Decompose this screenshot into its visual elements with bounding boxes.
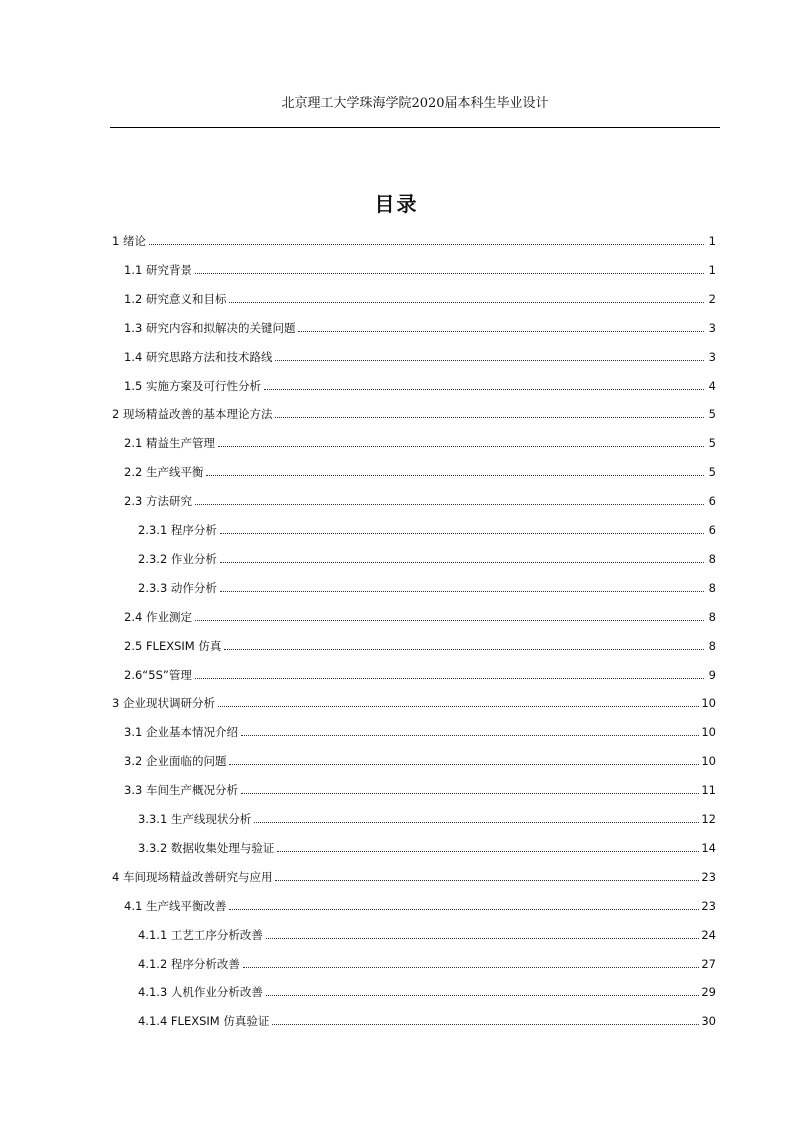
toc-entry[interactable] [124, 723, 716, 739]
toc-entry-label: 3.2 企业面临的问题 [124, 754, 227, 769]
toc-entry[interactable] [124, 608, 716, 624]
toc-leader-dots [220, 561, 704, 563]
toc-entry-label: 2 现场精益改善的基本理论方法 [112, 407, 273, 422]
toc-leader-dots [195, 272, 704, 274]
toc-entry-label: 3.1 企业基本情况介绍 [124, 725, 238, 740]
toc-entry-label: 3.3.1 生产线现状分析 [138, 812, 252, 826]
toc-entry[interactable] [112, 694, 716, 710]
toc-leader-dots [195, 677, 704, 679]
toc-entry-page: 10 [701, 725, 716, 740]
toc-entry[interactable] [138, 1012, 716, 1028]
toc-entry-label: 2.5 FLEXSIM 仿真 [124, 638, 222, 653]
toc-entry-label: 4.1 生产线平衡改善 [124, 898, 227, 913]
toc-entry-label: 1.2 研究意义和目标 [124, 291, 227, 306]
page-header: 北京理工大学珠海学院2020届本科生毕业设计 [281, 96, 549, 111]
toc-leader-dots [254, 821, 699, 823]
toc-entry[interactable] [138, 839, 716, 855]
toc-entry-label: 2.3 方法研究 [124, 494, 192, 509]
toc-entry-label: 2.1 精益生产管理 [124, 436, 215, 451]
toc-entry-label: 4 车间现场精益改善研究与应用 [112, 869, 273, 884]
toc-entry-label: 1 绪论 [112, 234, 146, 248]
toc-entry-page: 6 [708, 494, 716, 509]
toc-entry[interactable] [124, 434, 716, 450]
toc-entry-label: 2.3.1 程序分析 [138, 523, 217, 537]
toc-entry[interactable] [112, 232, 716, 248]
toc-entry-page: 4 [708, 378, 716, 393]
toc-entry[interactable] [138, 579, 716, 595]
toc-entry-label: 2.3.3 动作分析 [138, 580, 217, 595]
toc-entry[interactable] [112, 405, 716, 421]
toc-entry-label: 2.4 作业测定 [124, 609, 192, 624]
toc-leader-dots [275, 416, 704, 418]
toc-entry[interactable] [138, 810, 716, 826]
toc-entry[interactable] [138, 926, 716, 942]
toc-leader-dots [218, 445, 704, 447]
toc-entry-page: 12 [701, 812, 716, 826]
toc-entry-page: 29 [701, 985, 716, 1000]
toc-leader-dots [195, 503, 704, 505]
toc-entry[interactable] [124, 637, 716, 653]
toc-leader-dots [264, 388, 704, 390]
toc-entry-page: 24 [701, 927, 716, 942]
toc-entry[interactable] [124, 377, 716, 393]
toc-entry[interactable] [124, 492, 716, 508]
toc-entry-page: 27 [701, 956, 716, 971]
toc-entry[interactable] [124, 463, 716, 479]
toc-entry[interactable] [138, 521, 716, 537]
toc-leader-dots [243, 966, 699, 968]
toc-entry-label: 2.3.2 作业分析 [138, 551, 217, 566]
toc-entry-page: 10 [701, 754, 716, 769]
toc-entry-page: 8 [708, 609, 716, 624]
toc-leader-dots [298, 330, 704, 332]
toc-entry-label: 1.3 研究内容和拟解决的关键问题 [124, 320, 296, 335]
toc-entry-page: 9 [708, 667, 716, 682]
toc-leader-dots [266, 994, 699, 996]
toc-entry[interactable] [124, 290, 716, 306]
toc-leader-dots [272, 1023, 699, 1025]
toc-entry-page: 8 [708, 638, 716, 653]
toc-entry-page: 2 [708, 291, 716, 306]
toc-entry-page: 8 [708, 580, 716, 595]
toc-entry-label: 1.4 研究思路方法和技术路线 [124, 349, 273, 364]
toc-entry-page: 6 [708, 523, 716, 537]
toc-entry-page: 1 [708, 262, 716, 277]
toc-entry-label: 1.5 实施方案及可行性分析 [124, 378, 261, 393]
toc-leader-dots [195, 619, 704, 621]
toc-leader-dots [220, 532, 704, 534]
toc-leader-dots [241, 734, 699, 736]
toc-leader-dots [229, 301, 704, 303]
toc-entry-page: 3 [708, 349, 716, 364]
toc-entry-label: 4.1.3 人机作业分析改善 [138, 985, 263, 1000]
toc-entry-label: 3.3 车间生产概况分析 [124, 783, 238, 798]
toc-leader-dots [275, 359, 704, 361]
toc-entry[interactable] [124, 897, 716, 913]
toc-entry[interactable] [124, 781, 716, 797]
toc-leader-dots [275, 879, 699, 881]
toc-entry-page: 5 [708, 436, 716, 451]
toc-entry-label: 4.1.4 FLEXSIM 仿真验证 [138, 1014, 270, 1029]
toc-entry-page: 30 [701, 1014, 716, 1029]
toc-entry-label: 1.1 研究背景 [124, 262, 192, 277]
toc-leader-dots [149, 243, 704, 245]
toc-entry-label: 4.1.1 工艺工序分析改善 [138, 927, 263, 942]
toc-entry-label: 3.3.2 数据收集处理与验证 [138, 840, 275, 855]
toc-entry-page: 5 [708, 407, 716, 422]
toc-entry-label: 3 企业现状调研分析 [112, 696, 215, 711]
toc-leader-dots [229, 763, 699, 765]
toc-entry-page: 14 [701, 840, 716, 855]
toc-leader-dots [241, 792, 699, 794]
toc-entry-page: 23 [701, 869, 716, 884]
toc-entry-label: 2.2 生产线平衡 [124, 465, 204, 480]
toc-leader-dots [224, 648, 704, 650]
toc-entry-page: 10 [701, 696, 716, 711]
toc-entry-page: 11 [701, 783, 716, 798]
toc-entry-label: 2.6“5S”管理 [124, 667, 192, 682]
toc-entry[interactable] [138, 550, 716, 566]
toc-entry-label: 4.1.2 程序分析改善 [138, 956, 240, 971]
toc-leader-dots [229, 908, 699, 910]
toc-leader-dots [266, 937, 699, 939]
toc-leader-dots [277, 850, 699, 852]
toc-entry[interactable] [124, 348, 716, 364]
toc-leader-dots [206, 474, 704, 476]
toc-entry-page: 8 [708, 551, 716, 566]
toc-entry-page: 23 [701, 898, 716, 913]
toc-entry[interactable] [124, 319, 716, 335]
toc-entry[interactable] [112, 868, 716, 884]
toc-entry-page: 3 [708, 320, 716, 335]
toc-entry[interactable] [124, 666, 716, 682]
toc-entry[interactable] [138, 983, 716, 999]
toc-entry[interactable] [124, 261, 716, 277]
toc-entry[interactable] [138, 955, 716, 971]
toc-entry-page: 5 [708, 465, 716, 480]
toc-entry[interactable] [124, 752, 716, 768]
toc-title: 目录 [374, 192, 419, 216]
toc-entry-page: 1 [708, 234, 716, 248]
toc-leader-dots [220, 590, 704, 592]
toc-leader-dots [218, 705, 699, 707]
